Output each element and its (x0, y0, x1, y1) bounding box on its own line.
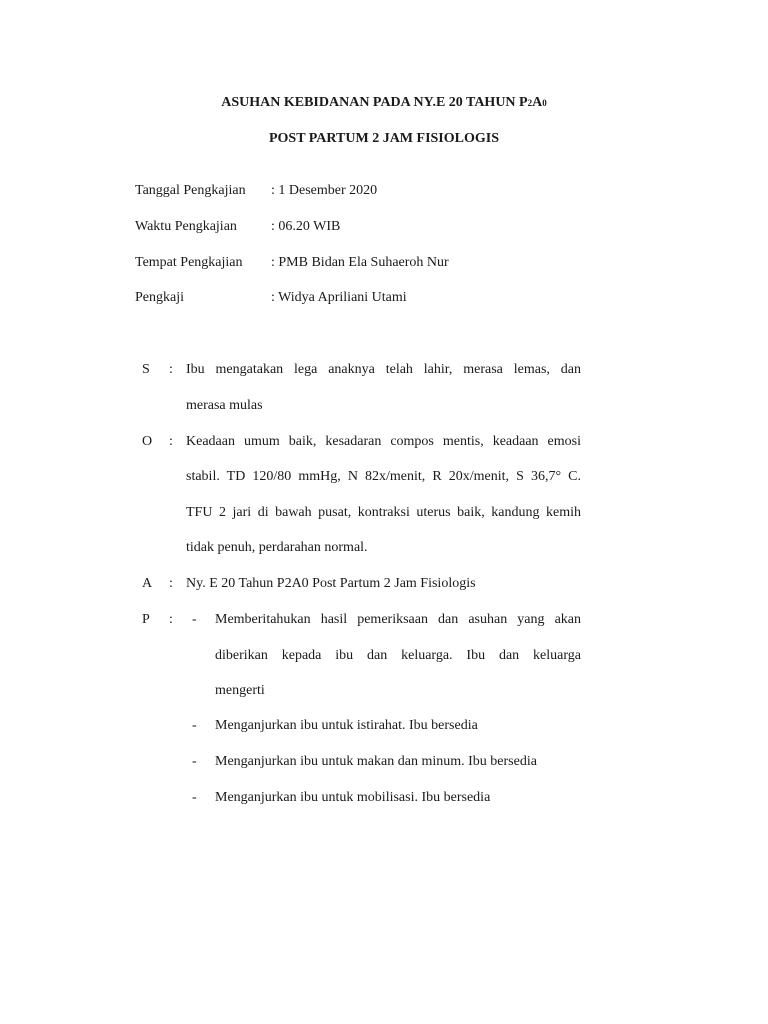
soap-p-line: diberikan kepada ibu dan keluarga. Ibu dan keluarga (215, 648, 581, 663)
bullet-dash: - (192, 790, 197, 805)
soap-p-line: mengerti (215, 683, 265, 698)
soap-colon: : (169, 612, 173, 627)
meta-label: Pengkaji (135, 290, 184, 305)
soap-s-line: merasa mulas (186, 398, 263, 413)
soap-letter-a: A (142, 576, 153, 591)
meta-label: Tanggal Pengkajian (135, 183, 246, 198)
soap-o-line: tidak penuh, perdarahan normal. (186, 540, 368, 555)
soap-letter-s: S (142, 362, 150, 377)
bullet-dash: - (192, 612, 197, 627)
soap-p-line: Memberitahukan hasil pemeriksaan dan asuhan yang akan (215, 612, 581, 627)
title-text: ASUHAN KEBIDANAN PADA NY.E 20 TAHUN P (221, 95, 528, 110)
soap-colon: : (169, 434, 173, 449)
meta-label: Waktu Pengkajian (135, 219, 237, 234)
soap-p-line: Menganjurkan ibu untuk makan dan minum. Ibu bersedia (215, 754, 537, 769)
soap-o-line: stabil. TD 120/80 mmHg, N 82x/menit, R 20x/menit, S 36,7° C. (186, 469, 581, 484)
document-subtitle: POST PARTUM 2 JAM FISIOLOGIS (268, 131, 499, 146)
soap-o-line: TFU 2 jari di bawah pusat, kontraksi uterus baik, kandung kemih (186, 505, 581, 520)
bullet-dash: - (192, 754, 197, 769)
soap-colon: : (169, 362, 173, 377)
document-title (0, 94, 768, 112)
soap-p-line: Menganjurkan ibu untuk istirahat. Ibu bersedia (215, 718, 478, 733)
soap-colon: : (169, 576, 173, 591)
soap-s-line: Ibu mengatakan lega anaknya telah lahir, merasa lemas, dan (186, 362, 581, 377)
soap-letter-o: O (142, 434, 153, 449)
meta-label: Tempat Pengkajian (135, 255, 243, 270)
bullet-dash: - (192, 718, 197, 733)
soap-a-line: Ny. E 20 Tahun P2A0 Post Partum 2 Jam Fisiologis (186, 576, 476, 591)
meta-value: : 1 Desember 2020 (271, 183, 378, 198)
title-a: A (532, 95, 543, 110)
soap-letter-p: P (142, 612, 150, 627)
soap-p-line: Menganjurkan ibu untuk mobilisasi. Ibu bersedia (215, 790, 491, 805)
soap-o-line: Keadaan umum baik, kesadaran compos mentis, keadaan emosi (186, 434, 581, 449)
meta-value: : Widya Apriliani Utami (271, 290, 407, 305)
meta-value: : 06.20 WIB (271, 219, 341, 234)
title-p-subscript: 2 (527, 98, 533, 108)
meta-value: : PMB Bidan Ela Suhaeroh Nur (271, 255, 449, 270)
title-a-subscript: 0 (542, 98, 547, 108)
